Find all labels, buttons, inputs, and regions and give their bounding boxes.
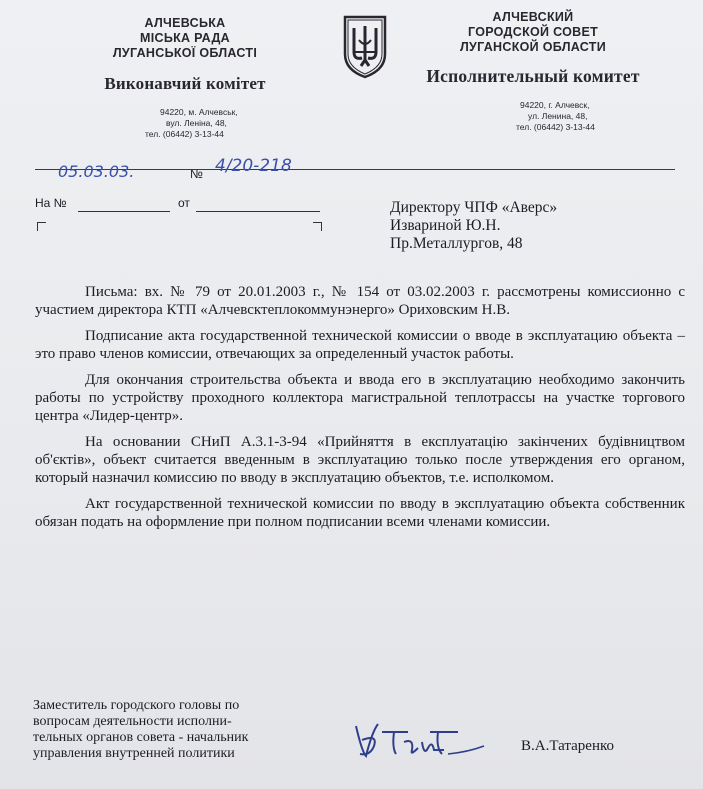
header-right-addr3: тел. (06442) 3-13-44 (516, 122, 595, 132)
body-paragraph-2: Подписание акта государственной технической комиссии о вводе в эксплуатацию объекта – это право членов комиссии, отвечающих за определенный участок работы. (35, 328, 685, 362)
signatory-line2: вопросам деятельности исполни- (33, 714, 232, 729)
header-left-addr2: вул. Леніна, 48, (166, 118, 227, 128)
header-right-addr1: 94220, г. Алчевск, (520, 100, 590, 110)
header-left-addr1: 94220, м. Алчевськ, (160, 107, 238, 117)
signatory-name: В.А.Татаренко (521, 738, 615, 754)
registration-date: 05.03.03. (58, 162, 135, 181)
reference-from-label: от (178, 196, 190, 210)
body-paragraph-1: Письма: вх. № 79 от 20.01.2003 г., № 154 от 03.02.2003 г. рассмотрены комиссионно с участием директора КТП «Алчевсктеплокоммунэнерго» Ориховским Н.В. (35, 284, 685, 318)
header-ukrainian (65, 16, 305, 140)
signatory-line4: управления внутренней политики (33, 746, 235, 761)
address-corner-left (37, 222, 46, 231)
reference-row (35, 196, 67, 210)
header-russian (408, 10, 658, 133)
reference-on-label: На № (35, 196, 67, 210)
addressee-block (390, 199, 557, 253)
body-paragraph-3: Для окончания строительства объекта и ввода его в эксплуатацию необходимо закончить работы по устройству проходного коллектора магистральной теплотрассы на участке торгового центра «Лидер-центр». (35, 372, 685, 424)
header-right-address (408, 100, 658, 133)
handwritten-signature (348, 712, 488, 764)
header-right-line2: ГОРОДСКОЙ СОВЕТ (467, 25, 599, 39)
reference-from-row (178, 196, 190, 210)
header-left-line3: ЛУГАНСЬКОЇ ОБЛАСТІ (112, 46, 258, 60)
signatory-line3: тельных органов совета - начальник (33, 730, 249, 745)
header-right-committee: Исполнительный комитет (426, 66, 640, 86)
registration-number-label: № (190, 167, 203, 181)
addressee-line2: Извариной Ю.Н. (390, 217, 501, 234)
addressee-line3: Пр.Металлургов, 48 (390, 235, 523, 252)
letter-body (35, 283, 685, 539)
reference-date-line (196, 211, 320, 212)
header-right-addr2: ул. Ленина, 48, (528, 111, 588, 121)
address-corner-right (313, 222, 322, 231)
header-left-line1: АЛЧЕВСЬКА (144, 16, 226, 30)
registration-number: 4/20-218 (215, 156, 292, 176)
signatory-position (33, 698, 333, 762)
header-left-committee: Виконавчий комітет (104, 74, 266, 93)
header-left-addr3: тел. (06442) 3-13-44 (145, 129, 224, 139)
body-paragraph-4: На основании СНиП А.3.1-3-94 «Прийняття в експлуатацію закінчених будівництвом об'єктів», объект считается введенным в эксплуатацию только после утверждения его органом, который назначил комиссию по вводу в эксплуатацию объектов, т.е. исполкомом. (35, 434, 685, 486)
trident-coat-of-arms-icon (342, 14, 388, 80)
header-right-line1: АЛЧЕВСКИЙ (492, 10, 574, 24)
header-right-line3: ЛУГАНСКОЙ ОБЛАСТИ (459, 40, 607, 54)
reference-number-line (78, 211, 170, 212)
addressee-line1: Директору ЧПФ «Аверс» (390, 199, 558, 216)
body-paragraph-5: Акт государственной технической комиссии по вводу в эксплуатацию объекта собственник обязан подать на оформление при полном подписании всеми членами комиссии. (35, 496, 685, 530)
header-left-line2: МІСЬКА РАДА (140, 31, 230, 45)
signatory-line1: Заместитель городского головы по (33, 698, 240, 713)
header-left-address (65, 107, 305, 140)
